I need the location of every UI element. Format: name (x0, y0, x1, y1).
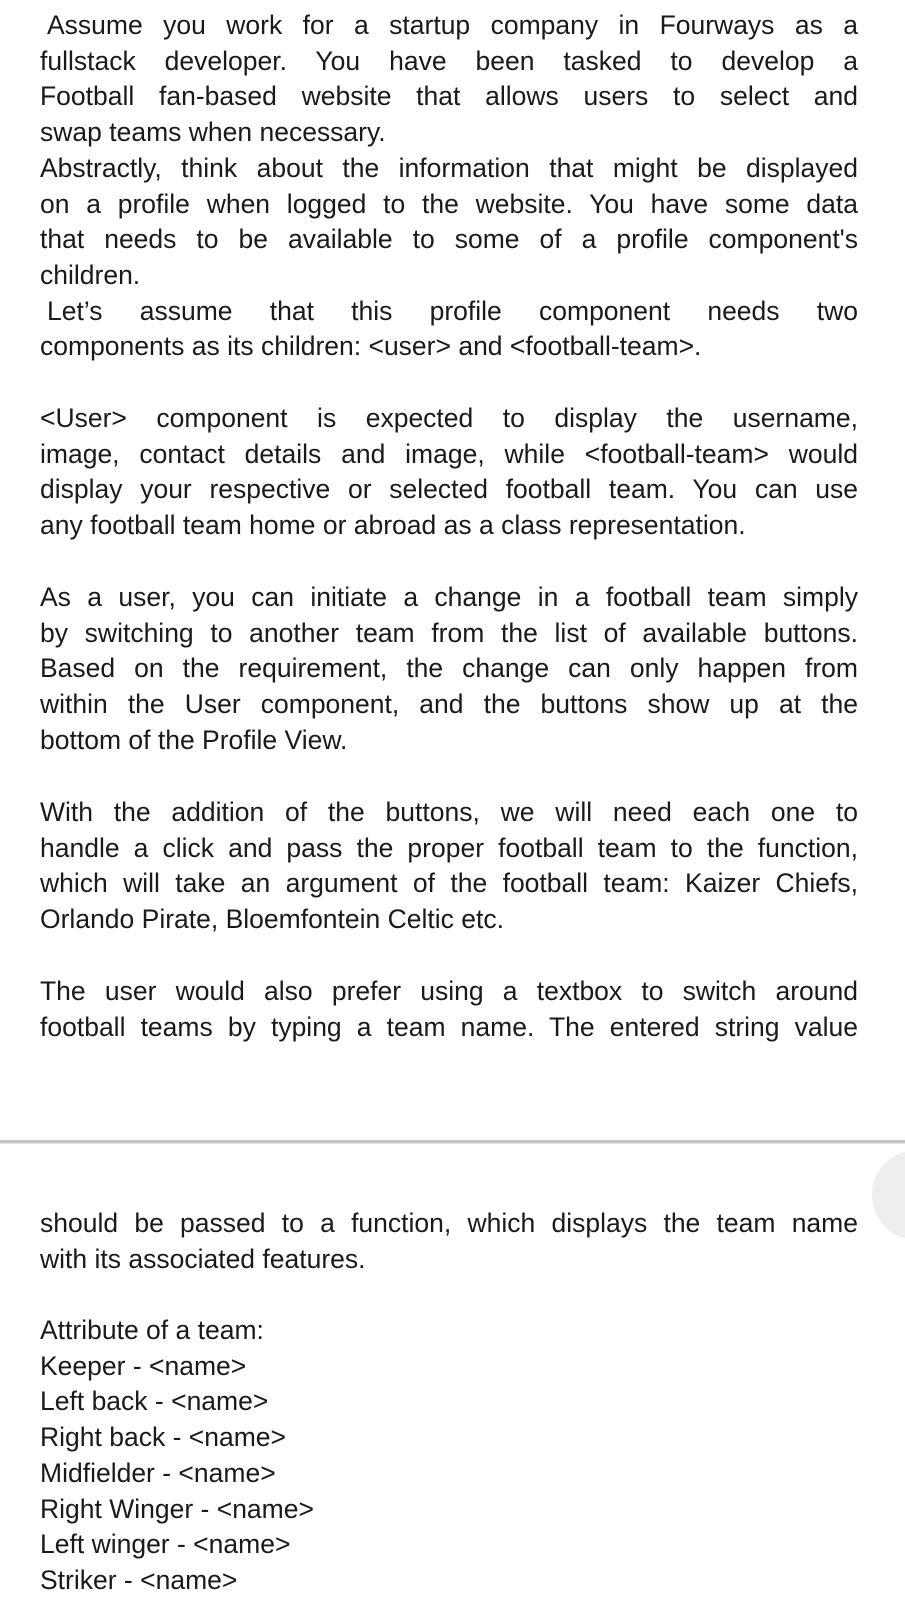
paragraph-user-component (40, 401, 858, 544)
text-line: by switching to another team from the list of available buttons. (40, 617, 858, 648)
text-line: that needs to be available to some of a profile component's (40, 224, 858, 255)
list-item: Midfielder - <name> (40, 1457, 276, 1488)
text-line: components as its children: <user> and <football-team>. (40, 331, 702, 362)
text-line: <User> component is expected to display the username, (40, 403, 858, 433)
text-line: Based on the requirement, the change can only happen from (40, 653, 858, 684)
list-item: Keeper - <name> (40, 1350, 247, 1381)
list-item: Left winger - <name> (40, 1529, 291, 1560)
text-line: Assume you work for a startup company in Fourways as a (47, 10, 858, 40)
text-line: As a user, you can initiate a change in a football team simply (40, 582, 858, 612)
text-line: image, contact details and image, while <football-team> would (40, 438, 858, 469)
team-attributes-list (40, 1313, 858, 1599)
text-line: Let’s assume that this profile component needs two (47, 295, 858, 326)
text-line: With the addition of the buttons, we will need each one to (40, 797, 858, 827)
text-line: bottom of the Profile View. (40, 724, 348, 755)
paragraph-buttons (40, 795, 858, 938)
text-line: football teams by typing a team name. The entered string value (40, 1011, 858, 1042)
text-line: with its associated features. (40, 1243, 366, 1274)
paragraph-intro (40, 8, 858, 365)
text-line: on a profile when logged to the website. You have some data (40, 188, 858, 219)
document-page-2 (0, 1144, 905, 1613)
paragraph-textbox (40, 974, 858, 1045)
attributes-heading: Attribute of a team: (40, 1315, 264, 1345)
list-item: Right back - <name> (40, 1422, 286, 1453)
paragraph-team-switch (40, 580, 858, 759)
text-line: handle a click and pass the proper football team to the function, (40, 832, 858, 863)
text-line: any football team home or abroad as a class representation. (40, 510, 746, 541)
text-line: which will take an argument of the football team: Kaizer Chiefs, (40, 868, 858, 899)
list-item: Striker - <name> (40, 1564, 238, 1595)
text-line: fullstack developer. You have been tasked to develop a (40, 45, 858, 76)
list-item: Right Winger - <name> (40, 1493, 314, 1524)
text-line: The user would also prefer using a textbox to switch around (40, 976, 858, 1006)
text-line: Orlando Pirate, Bloemfontein Celtic etc. (40, 904, 504, 935)
list-item: Left back - <name> (40, 1386, 269, 1417)
text-line: display your respective or selected football team. You can use (40, 474, 858, 505)
text-line: Football fan-based website that allows users to select and (40, 81, 858, 112)
text-line: should be passed to a function, which displays the team name (40, 1208, 858, 1238)
paragraph-continuation (40, 1206, 858, 1277)
text-line: Abstractly, think about the information that might be displayed (40, 152, 858, 183)
text-line: swap teams when necessary. (40, 117, 386, 148)
text-line: children. (40, 259, 141, 290)
text-line: within the User component, and the buttons show up at the (40, 689, 858, 720)
